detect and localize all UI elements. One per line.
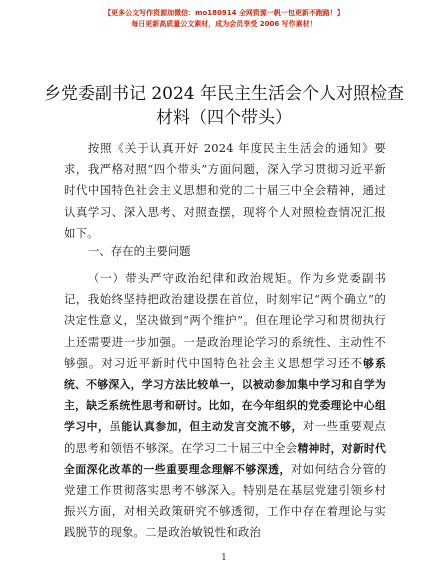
intro-paragraph [64, 138, 386, 244]
section-heading: 一、存在的主要问题 [88, 244, 191, 258]
problem-text-1: （一）带头严守政治纪律和政治规矩。作为乡党委副书记，我始终坚持把政治建设摆在首位，时刻牢记“两个确立”的决定性意义，坚决做到“两个维护”。但在理论学习和贯彻执行上还需要进一步加强。一是政治理论学习的系统性、主动性不够强。对习近平新时代中国特色社会主义思想学习还不 [64, 271, 386, 370]
document-title [40, 82, 408, 130]
title-line-2: 材料（四个带头） [156, 108, 292, 128]
problem-text-3: 对一些重要观点的思考和领悟不够深。在学习二十届三中全会 [64, 419, 386, 455]
problem-paragraph [64, 268, 386, 544]
problem-bold-3: 精神时，对新时代全面深化改革的一些重要理念理解不够深透， [64, 441, 386, 476]
promo-banner [0, 8, 448, 30]
problem-bold-2: 能认真参加，但主动发言交流不够， [121, 420, 303, 434]
problem-text-2: 虽 [109, 419, 122, 434]
promo-line-2: 每日更新高质量公文素材，成为会员享受 2006 写作素材！ [131, 20, 317, 28]
problem-text-4: 对如何结合分管的党建工作贯彻落实思考不够深入。特别是在基层党建引领乡村振兴方面，对相关政策研究不够透彻，工作中存在着理论与实践脱节的现象。二是政治敏锐性和政治 [64, 461, 387, 540]
page-number: 1 [221, 553, 227, 563]
promo-line-1: 【更多公文写作资源加微信：mo180914 全网资源一帆一包更新不跑路！】 [104, 9, 344, 17]
problem-bold-1: 够系统、不够深入，学习方法比较单一，以被动参加集中学习和自学为主，缺乏系统性思考和研讨。比如，在今年组织的党委理论中心组学习中， [64, 356, 386, 434]
intro-text: 按照《关于认真开好 2024 年度民主生活会的通知》要求，我严格对照“四个带头”方面问题，深入学习贯彻习近平新时代中国特色社会主义思想和党的二十届三中全会精神，通过认真学习、深入思考、对照查摆，现将个人对照检查情况汇报如下。 [64, 141, 386, 240]
title-line-1: 乡党委副书记 2024 年民主生活会个人对照检查 [43, 84, 405, 104]
